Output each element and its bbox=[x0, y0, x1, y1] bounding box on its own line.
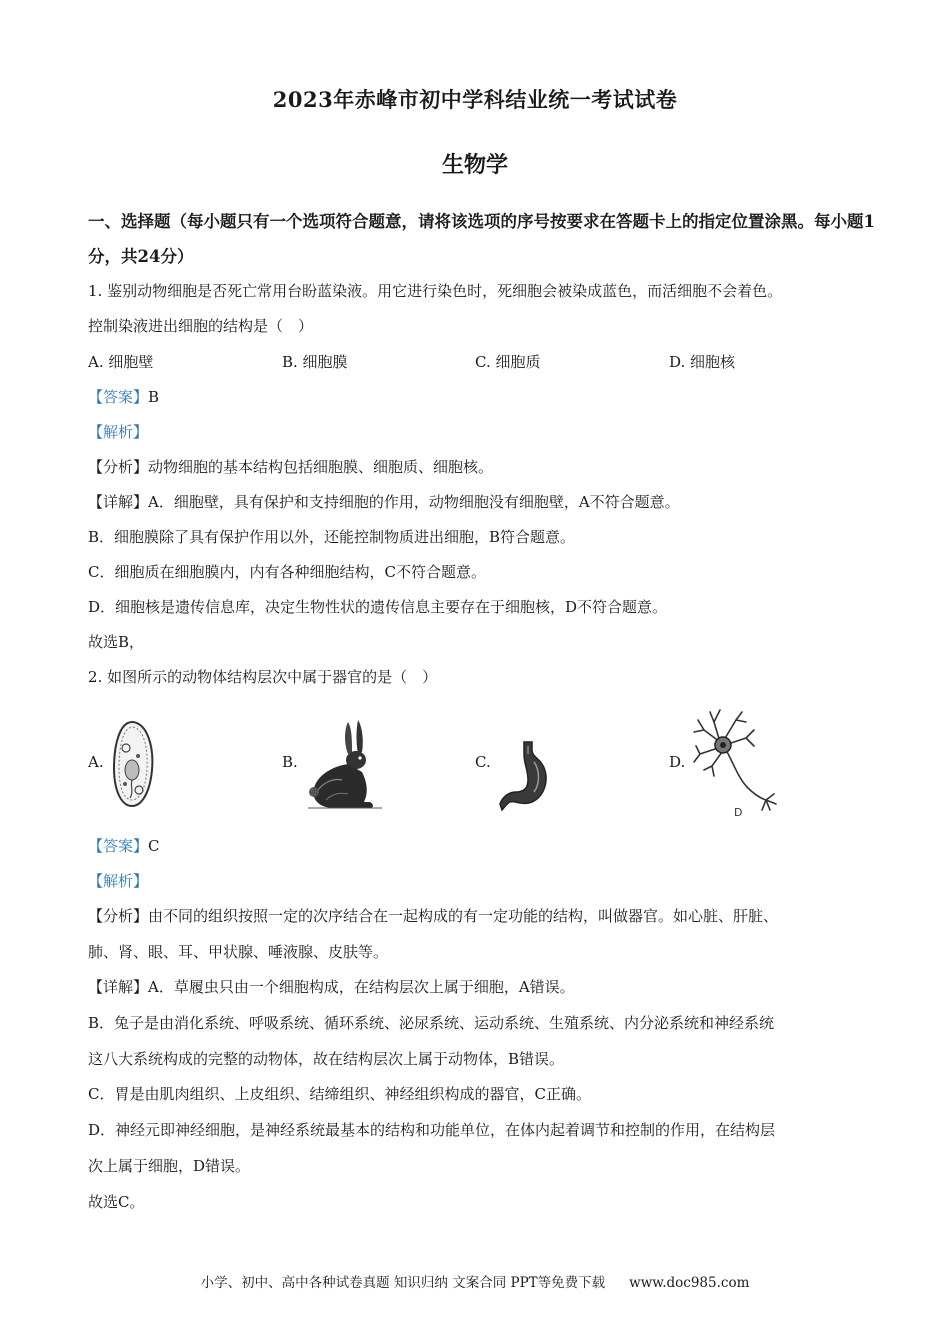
q1-answer bbox=[88, 387, 878, 407]
q1-option-a: A. 细胞壁 bbox=[88, 353, 154, 371]
q1-detail-d: D．细胞核是遗传信息库，决定生物性状的遗传信息主要存在于细胞核，D不符合题意。 bbox=[88, 598, 668, 616]
q2-conclusion: 故选C。 bbox=[88, 1193, 145, 1211]
q2-detail-a bbox=[88, 977, 878, 997]
page-title: 2023年赤峰市初中学科结业统一考试试卷 bbox=[272, 87, 678, 112]
q1-option-d: D. 细胞核 bbox=[669, 353, 736, 371]
detail-text: A．草履虫只由一个细胞构成，在结构层次上属于细胞，A错误。 bbox=[148, 978, 575, 996]
q2-detail-b-line-1: B．兔子是由消化系统、呼吸系统、循环系统、泌尿系统、运动系统、生殖系统、内分泌系统和神经系统 bbox=[88, 1014, 775, 1032]
stomach-icon bbox=[498, 740, 556, 812]
section-heading: 一、选择题（每小题只有一个选项符合题意，请将该选项的序号按要求在答题卡上的指定位置涂黑。每小题1分，共24分） bbox=[88, 212, 875, 266]
answer-tag: 【答案】 bbox=[88, 837, 149, 855]
paramecium-icon bbox=[108, 718, 158, 810]
q1-detail-c: C．细胞质在细胞膜内，内有各种细胞结构，C不符合题意。 bbox=[88, 563, 486, 581]
answer-value: B bbox=[148, 388, 160, 406]
q2-option-d-letter: D. bbox=[669, 753, 686, 771]
q1-stem-line-1: 1. 鉴别动物细胞是否死亡常用台盼蓝染液。用它进行染色时，死细胞会被染成蓝色，而活细胞不会着色。 bbox=[88, 282, 783, 300]
q1-analysis-tag: 【解析】 bbox=[88, 423, 149, 441]
q1-option-b: B. 细胞膜 bbox=[282, 353, 348, 371]
q1-conclusion: 故选B， bbox=[88, 633, 145, 651]
fenxi-tag: 【分析】 bbox=[88, 458, 149, 476]
q2-stem: 2. 如图所示的动物体结构层次中属于器官的是（ ） bbox=[88, 668, 438, 686]
q2-fenxi-line-1 bbox=[88, 906, 878, 926]
detail-text: A．细胞壁，具有保护和支持细胞的作用，动物细胞没有细胞壁，A不符合题意。 bbox=[148, 493, 680, 511]
q1-stem-line-2: 控制染液进出细胞的结构是（ ） bbox=[88, 317, 314, 335]
detail-tag: 【详解】 bbox=[88, 493, 149, 511]
fenxi-text: 由不同的组织按照一定的次序结合在一起构成的有一定功能的结构，叫做器官。如心脏、肝脏、 bbox=[148, 907, 779, 925]
neuron-icon bbox=[690, 704, 786, 816]
fenxi-tag: 【分析】 bbox=[88, 907, 149, 925]
answer-value: C bbox=[148, 837, 160, 855]
q1-option-c: C. 细胞质 bbox=[475, 353, 541, 371]
q2-analysis-tag: 【解析】 bbox=[88, 872, 149, 890]
subject-title: 生物学 bbox=[441, 152, 508, 178]
q2-fenxi-line-2: 肺、肾、眼、耳、甲状腺、唾液腺、皮肤等。 bbox=[88, 943, 389, 961]
q2-option-a-letter: A. bbox=[88, 753, 104, 771]
footer-text: 小学、初中、高中各种试卷真题 知识归纳 文案合同 PPT等免费下载 bbox=[200, 1275, 606, 1291]
answer-tag: 【答案】 bbox=[88, 388, 149, 406]
q2-detail-c: C．胃是由肌肉组织、上皮组织、结缔组织、神经组织构成的器官，C正确。 bbox=[88, 1085, 591, 1103]
q1-fenxi bbox=[88, 457, 878, 477]
q1-detail-a bbox=[88, 492, 878, 512]
q2-option-b-letter: B. bbox=[282, 753, 298, 771]
detail-tag: 【详解】 bbox=[88, 978, 149, 996]
page-footer bbox=[0, 1271, 950, 1291]
q2-option-c-letter: C. bbox=[475, 753, 491, 771]
q2-detail-d-line-2: 次上属于细胞，D错误。 bbox=[88, 1157, 251, 1175]
q2-answer bbox=[88, 836, 878, 856]
q2-detail-d-line-1: D．神经元即神经细胞，是神经系统最基本的结构和功能单位，在体内起着调节和控制的作用，在结构层 bbox=[88, 1121, 776, 1139]
q2-detail-b-line-2: 这八大系统构成的完整的动物体，故在结构层次上属于动物体，B错误。 bbox=[88, 1050, 565, 1068]
rabbit-icon bbox=[304, 716, 386, 812]
fenxi-text: 动物细胞的基本结构包括细胞膜、细胞质、细胞核。 bbox=[148, 458, 494, 476]
q1-detail-b: B．细胞膜除了具有保护作用以外，还能控制物质进出细胞，B符合题意。 bbox=[88, 528, 576, 546]
footer-site-link[interactable]: www.doc985.com bbox=[629, 1275, 750, 1291]
svg-text:D: D bbox=[734, 806, 743, 816]
